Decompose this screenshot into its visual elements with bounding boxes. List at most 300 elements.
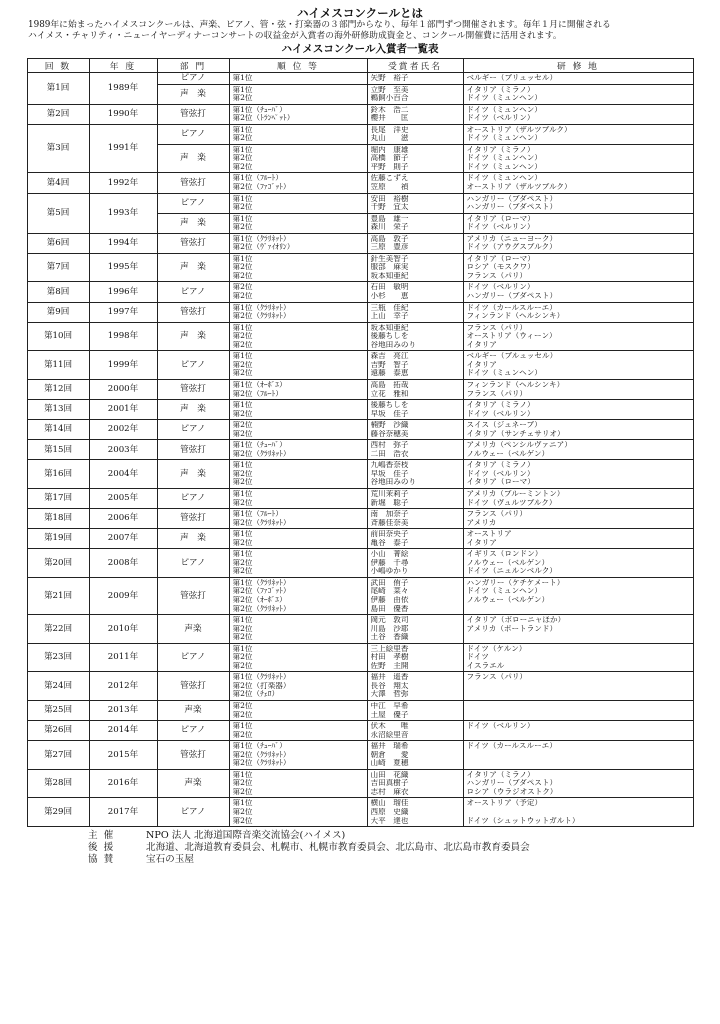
place-cell [463,193,693,213]
winner-name: 荒川茉莉子 [370,489,409,498]
place-cell [463,73,693,85]
winner-name: 三上絵里香 [370,644,409,653]
rank-entry: 第2位 [232,283,253,292]
place-cell [463,124,693,144]
table-row [27,322,693,351]
rank-entry: 第2位 [232,332,253,341]
table-row [27,379,693,399]
place-cell [463,672,693,701]
winner-name: 伏木 唯 [370,722,409,731]
winner-name: 針生美智子 [370,254,409,263]
competition-year: 2009年 [89,577,157,614]
footer-label: 主催 [88,830,120,842]
study-place: イタリア（ミラノ） [466,461,535,470]
rank-cell [229,379,367,399]
rank-entry: 第1位 [232,722,253,731]
winner-name: 島田 優香 [370,604,409,613]
footer-label: 後援 [88,842,120,854]
table-title: ハイメスコンクール入賞者一覧表 [281,43,439,55]
department: ピアノ [157,798,229,827]
rank-entry: 第1位 [232,799,253,808]
study-place: ドイツ（ミュンヘン） [466,587,542,596]
winner-name: 吉野 智子 [370,360,409,369]
winner-name: 新堀 聡子 [370,498,409,507]
round-number: 第25回 [27,701,89,721]
study-place: イタリア [466,538,497,547]
round-number: 第15回 [27,440,89,460]
study-place: ノルウェー（ベルゲン） [466,449,550,458]
study-place: オーストリア（ザルツブルク） [466,183,572,192]
round-number: 第10回 [27,322,89,351]
study-place: ドイツ（カールスルーエ） [466,742,557,751]
winner-name: 志村 麻衣 [370,787,409,796]
rank-cell [229,549,367,578]
table-row [27,253,693,282]
rank-entry: 第1位 [232,145,253,154]
study-place: ドイツ（カールスルーエ） [466,303,557,312]
rank-entry: 第1位 [232,489,253,498]
rank-entry: 第2位（ｸﾗﾘﾈｯﾄ） [232,759,291,768]
winner-name: 千野 宜太 [370,203,409,212]
rank-entry: 第2位 [232,779,253,788]
place-cell [463,322,693,351]
department: ピアノ [157,73,229,85]
study-place: オーストリア [466,530,512,539]
department: ピアノ [157,721,229,741]
study-place: イスラエル [466,661,505,670]
rank-cell [229,769,367,798]
winner-cell [367,351,463,380]
study-place: ハンガリー（ブダペスト） [466,203,558,212]
rank-entry: 第2位（ｸﾗﾘﾈｯﾄ） [232,312,291,321]
winner-cell [367,282,463,302]
department: 管弦打 [157,672,229,701]
place-cell [463,302,693,322]
winner-name: 土屋 優子 [370,710,409,719]
winner-name: 矢野 裕子 [370,74,409,82]
winner-name: 永沼絵里音 [370,730,409,739]
place-cell [463,440,693,460]
round-number: 第2回 [27,104,89,124]
footer-supporters [88,842,694,854]
rank-entry: 第1位 [232,401,253,410]
winner-name: 高島 拓哉 [370,380,409,389]
rank-entry: 第1位（ｸﾗﾘﾈｯﾄ） [232,303,291,312]
round-number: 第14回 [27,420,89,440]
table-row [27,193,693,213]
rank-entry: 第2位（ﾌｧｺﾞｯﾄ） [232,183,291,192]
rank-cell [229,509,367,529]
study-place: フランス（パリ） [466,389,528,398]
place-cell [463,741,693,770]
study-place: ドイツ（ミュンヘン） [466,94,542,103]
competition-year: 1991年 [89,124,157,173]
table-row [27,615,693,644]
winner-name: 森川 栄子 [370,223,409,232]
round-number: 第24回 [27,672,89,701]
study-place: ロシア（ウラジオストク） [466,787,558,796]
winner-cell [367,302,463,322]
page-title: ハイメスコンクールとは [297,6,423,20]
winner-cell [367,488,463,508]
competition-year: 1996年 [89,282,157,302]
study-place: フィンランド（ヘルシンキ） [466,312,565,321]
department: ピアノ [157,124,229,144]
competition-year: 2004年 [89,460,157,489]
place-cell [463,233,693,253]
place-cell [463,643,693,672]
rank-cell [229,420,367,440]
competition-year: 2017年 [89,798,157,827]
table-row [27,104,693,124]
rank-cell [229,322,367,351]
round-number: 第8回 [27,282,89,302]
competition-year: 1990年 [89,104,157,124]
table-header-row [27,59,693,73]
footer-value: 北海道、北海道教育委員会、札幌市、札幌市教育委員会、北広島市、北広島市教育委員会 [146,842,530,854]
department: 声 楽 [157,84,229,104]
table-row [27,701,693,721]
round-number: 第21回 [27,577,89,614]
study-place: アメリカ [466,518,497,527]
rank-cell [229,124,367,144]
winner-cell [367,84,463,104]
study-place: ベルギー（ブリュッセル） [466,74,558,82]
rank-entry: 第2位 [232,292,253,301]
rank-cell [229,173,367,193]
winner-cell [367,721,463,741]
winner-name: 長谷 翔太 [370,681,409,690]
winner-cell [367,798,463,827]
table-row [27,769,693,798]
study-place: イタリア（ローマ） [466,214,535,223]
study-place: スイス（ジュネーブ） [466,421,542,430]
round-number: 第27回 [27,741,89,770]
rank-entry: 第2位 [232,538,253,547]
winner-name: 坂本知亜紀 [370,323,409,332]
study-place: アメリカ（ブルーミントン） [466,489,565,498]
study-place: フランス（パリ） [466,271,528,280]
study-place [467,711,690,720]
round-number: 第9回 [27,302,89,322]
rank-entry: 第1位 [232,461,253,470]
table-row [27,577,693,614]
rank-entry: 第2位 [232,154,253,163]
winner-cell [367,400,463,420]
study-place: ノルウェー（ベルゲン） [466,558,550,567]
rank-entry: 第2位 [232,808,253,817]
rank-entry: 第2位 [232,162,253,171]
place-cell [463,400,693,420]
rank-cell [229,302,367,322]
rank-entry: 第2位（ｸﾗﾘﾈｯﾄ） [232,604,291,613]
study-place [467,731,690,740]
study-place: イタリア [466,340,497,349]
department: 管弦打 [157,509,229,529]
rank-entry: 第2位 [232,661,253,670]
study-place: イギリス（ロンドン） [466,550,543,559]
study-place: ドイツ（ヴュルツブルク） [466,498,557,507]
study-place [467,682,690,691]
study-place: ドイツ（ベルリン） [466,469,535,478]
footer-credits [88,830,694,866]
table-row [27,509,693,529]
study-place: ドイツ（ベルリン） [466,722,535,731]
rank-entry: 第1位（ﾌﾙｰﾄ） [232,174,283,183]
rank-cell [229,282,367,302]
place-cell [463,769,693,798]
table-row [27,488,693,508]
table-row [27,672,693,701]
winner-name: 福井 瑞希 [370,742,409,751]
competition-year: 2016年 [89,769,157,798]
department: 声 楽 [157,400,229,420]
study-place: ドイツ（ミュンヘン） [466,174,542,183]
round-number: 第18回 [27,509,89,529]
department: 声 楽 [157,144,229,173]
winner-name: 川島 沙耶 [370,624,409,633]
winner-name: 土谷 香織 [370,633,409,642]
rank-entry: 第1位 [232,125,253,134]
study-place: ハンガリー（ブダペスト） [466,194,558,203]
header-kai: 回 数 [27,59,89,73]
round-number: 第28回 [27,769,89,798]
table-row [27,798,693,827]
study-place [467,702,690,711]
competition-year: 2008年 [89,549,157,578]
rank-cell [229,577,367,614]
winner-name: 鵜飼小百合 [370,94,409,103]
round-number: 第17回 [27,488,89,508]
rank-entry: 第1位 [232,644,253,653]
rank-entry: 第2位 [232,203,253,212]
table-row [27,420,693,440]
round-number: 第22回 [27,615,89,644]
rank-entry: 第1位 [232,770,253,779]
table-row [27,282,693,302]
rank-entry: 第2位 [232,469,253,478]
study-place: ドイツ（ベルリン） [466,223,535,232]
rank-entry: 第2位 [232,94,253,103]
study-place [467,633,690,642]
winner-name: 早坂 佳子 [370,409,409,418]
rank-cell [229,440,367,460]
winner-cell [367,144,463,173]
rank-entry: 第2位 [232,567,253,576]
place-cell [463,549,693,578]
round-number: 第6回 [27,233,89,253]
table-row [27,233,693,253]
place-cell [463,721,693,741]
rank-entry: 第1位 [232,74,253,82]
winner-name: 山田 花織 [370,770,409,779]
winner-name: 堀内 康雄 [370,145,409,154]
study-place: イタリア（ローマ） [466,254,535,263]
rank-entry: 第2位 [232,340,253,349]
study-place: イタリア（ミラノ） [466,770,535,779]
winner-name: 立花 雅和 [370,389,409,398]
winner-name: 高島 敦子 [370,234,409,243]
rank-entry: 第1位（ｸﾗﾘﾈｯﾄ） [232,578,291,587]
study-place [467,605,690,614]
round-number: 第13回 [27,400,89,420]
winner-cell [367,701,463,721]
rank-cell [229,529,367,549]
intro-line-1: 1989年に始まったハイメスコンクールは、声楽、ピアノ、管・弦・打楽器の３部門からなり、毎年１部門ずつ開催されます。毎年１月に開催される [28,20,611,30]
winner-name: 立野 至美 [370,85,409,94]
winner-name: 石田 敏明 [370,283,409,292]
study-place: ドイツ（ベルリン） [466,283,535,292]
winner-name: 楠野 沙織 [370,421,409,430]
study-place: ハンガリー（ケチケメート） [466,578,565,587]
study-place: ロシア（モスクワ） [466,263,535,272]
winner-cell [367,233,463,253]
winner-cell [367,173,463,193]
rank-entry: 第1位（ｸﾗﾘﾈｯﾄ） [232,673,291,682]
study-place: ドイツ（ベルリン） [466,114,535,123]
header-year: 年 度 [89,59,157,73]
department: 声 楽 [157,460,229,489]
study-place: ドイツ（ミュンヘン） [466,134,542,143]
rank-cell [229,253,367,282]
table-row [27,302,693,322]
footer-organizer [88,830,694,842]
place-cell [463,615,693,644]
footer-value: NPO 法人 北海道国際音楽交流協会(ハイメス) [146,830,346,842]
winner-cell [367,741,463,770]
study-place: オーストリア（ザルツブルク） [466,125,572,134]
winner-name: 坂本知亜紀 [370,271,409,280]
department: 声楽 [157,615,229,644]
rank-cell [229,400,367,420]
table-row [27,643,693,672]
winner-name: 九嶋香奈枝 [370,461,409,470]
competition-year: 2005年 [89,488,157,508]
place-cell [463,577,693,614]
table-row [27,440,693,460]
competition-year: 1997年 [89,302,157,322]
rank-entry: 第2位 [232,730,253,739]
rank-entry: 第2位 [232,421,253,430]
rank-cell [229,73,367,85]
winner-name: 福井 遥香 [370,673,409,682]
study-place: フィンランド（ヘルシンキ） [466,380,565,389]
rank-cell [229,104,367,124]
winner-cell [367,509,463,529]
rank-entry: 第2位 [232,558,253,567]
rank-entry: 第1位 [232,530,253,539]
department: 声楽 [157,701,229,721]
competition-year: 1995年 [89,253,157,282]
rank-entry: 第2位 [232,223,253,232]
department: 管弦打 [157,302,229,322]
footer-value: 宝石の玉屋 [146,854,194,866]
department: 管弦打 [157,104,229,124]
intro-line-2: ハイメス・チャリティ・ニューイヤーディナーコンサートの収益金が入賞者の海外研修助成資金と、コンクール開催費に活用されます。 [28,31,562,41]
study-place: アメリカ（ポートランド） [466,624,558,633]
rank-cell [229,193,367,213]
study-place: イタリア（ローマ） [466,478,535,487]
round-number: 第1回 [27,73,89,105]
table-row [27,460,693,489]
study-place: フランス（パリ） [466,510,528,519]
competition-year: 2011年 [89,643,157,672]
study-place: フランス（パリ） [466,323,528,332]
rank-cell [229,233,367,253]
winner-name: 笠原 禎 [370,183,409,192]
table-body [27,73,693,827]
place-cell [463,488,693,508]
header-winner: 受賞者氏名 [367,59,463,73]
competition-year: 2000年 [89,379,157,399]
rank-entry: 第1位 [232,323,253,332]
winner-name: 後藤ちしを [370,401,409,410]
department: ピアノ [157,643,229,672]
rank-entry: 第2位（ｸﾗﾘﾈｯﾄ） [232,449,291,458]
round-number: 第7回 [27,253,89,282]
winner-cell [367,460,463,489]
rank-entry: 第1位（ﾁｭｰﾊﾞ） [232,441,287,450]
department: 管弦打 [157,173,229,193]
place-cell [463,173,693,193]
winner-name: 佐野 主開 [370,661,409,670]
round-number: 第26回 [27,721,89,741]
header-place: 研 修 地 [463,59,693,73]
study-place: ドイツ（ミュンヘン） [466,369,542,378]
department: ピアノ [157,282,229,302]
winner-name: 村田 孝樹 [370,653,409,662]
department: 管弦打 [157,440,229,460]
study-place: ノルウェー（ベルゲン） [466,595,550,604]
study-place: イタリア（ミラノ） [466,145,535,154]
winner-name: 岡元 敦司 [370,616,409,625]
winner-name: 朝倉 愛 [370,750,409,759]
round-number: 第12回 [27,379,89,399]
table-row [27,73,693,85]
competition-year: 2002年 [89,420,157,440]
place-cell [463,213,693,233]
winner-name: 二田 浩衣 [370,449,409,458]
rank-entry: 第2位（ｵｰﾎﾞｴ） [232,595,287,604]
competition-year: 2014年 [89,721,157,741]
winner-name: 高橋 節子 [370,154,409,163]
winner-name: 小山 菁絵 [370,550,409,559]
rank-entry: 第2位 [232,134,253,143]
rank-entry: 第2位 [232,633,253,642]
study-place: ベルギー（ブルュッセル） [466,352,558,361]
winner-name: 遠藤 泰恵 [370,369,409,378]
department: ピアノ [157,193,229,213]
place-cell [463,104,693,124]
place-cell [463,282,693,302]
department: ピアノ [157,549,229,578]
winner-name: 三瓶 佳紀 [370,303,409,312]
study-place: アメリカ（ニューヨーク） [466,234,558,243]
table-row [27,549,693,578]
winner-name: 服部 麻実 [370,263,409,272]
study-place: ハンガリー（ブダペスト） [466,779,558,788]
rank-cell [229,721,367,741]
winner-cell [367,193,463,213]
winner-cell [367,643,463,672]
winner-name: 後藤ちしを [370,332,409,341]
competition-year: 1998年 [89,322,157,351]
rank-entry: 第1位 [232,85,253,94]
header-dept: 部 門 [157,59,229,73]
study-place: イタリア（サンチェサリオ） [466,429,565,438]
study-place: ドイツ（ミュンヘン） [466,162,542,171]
competition-year: 1993年 [89,193,157,233]
